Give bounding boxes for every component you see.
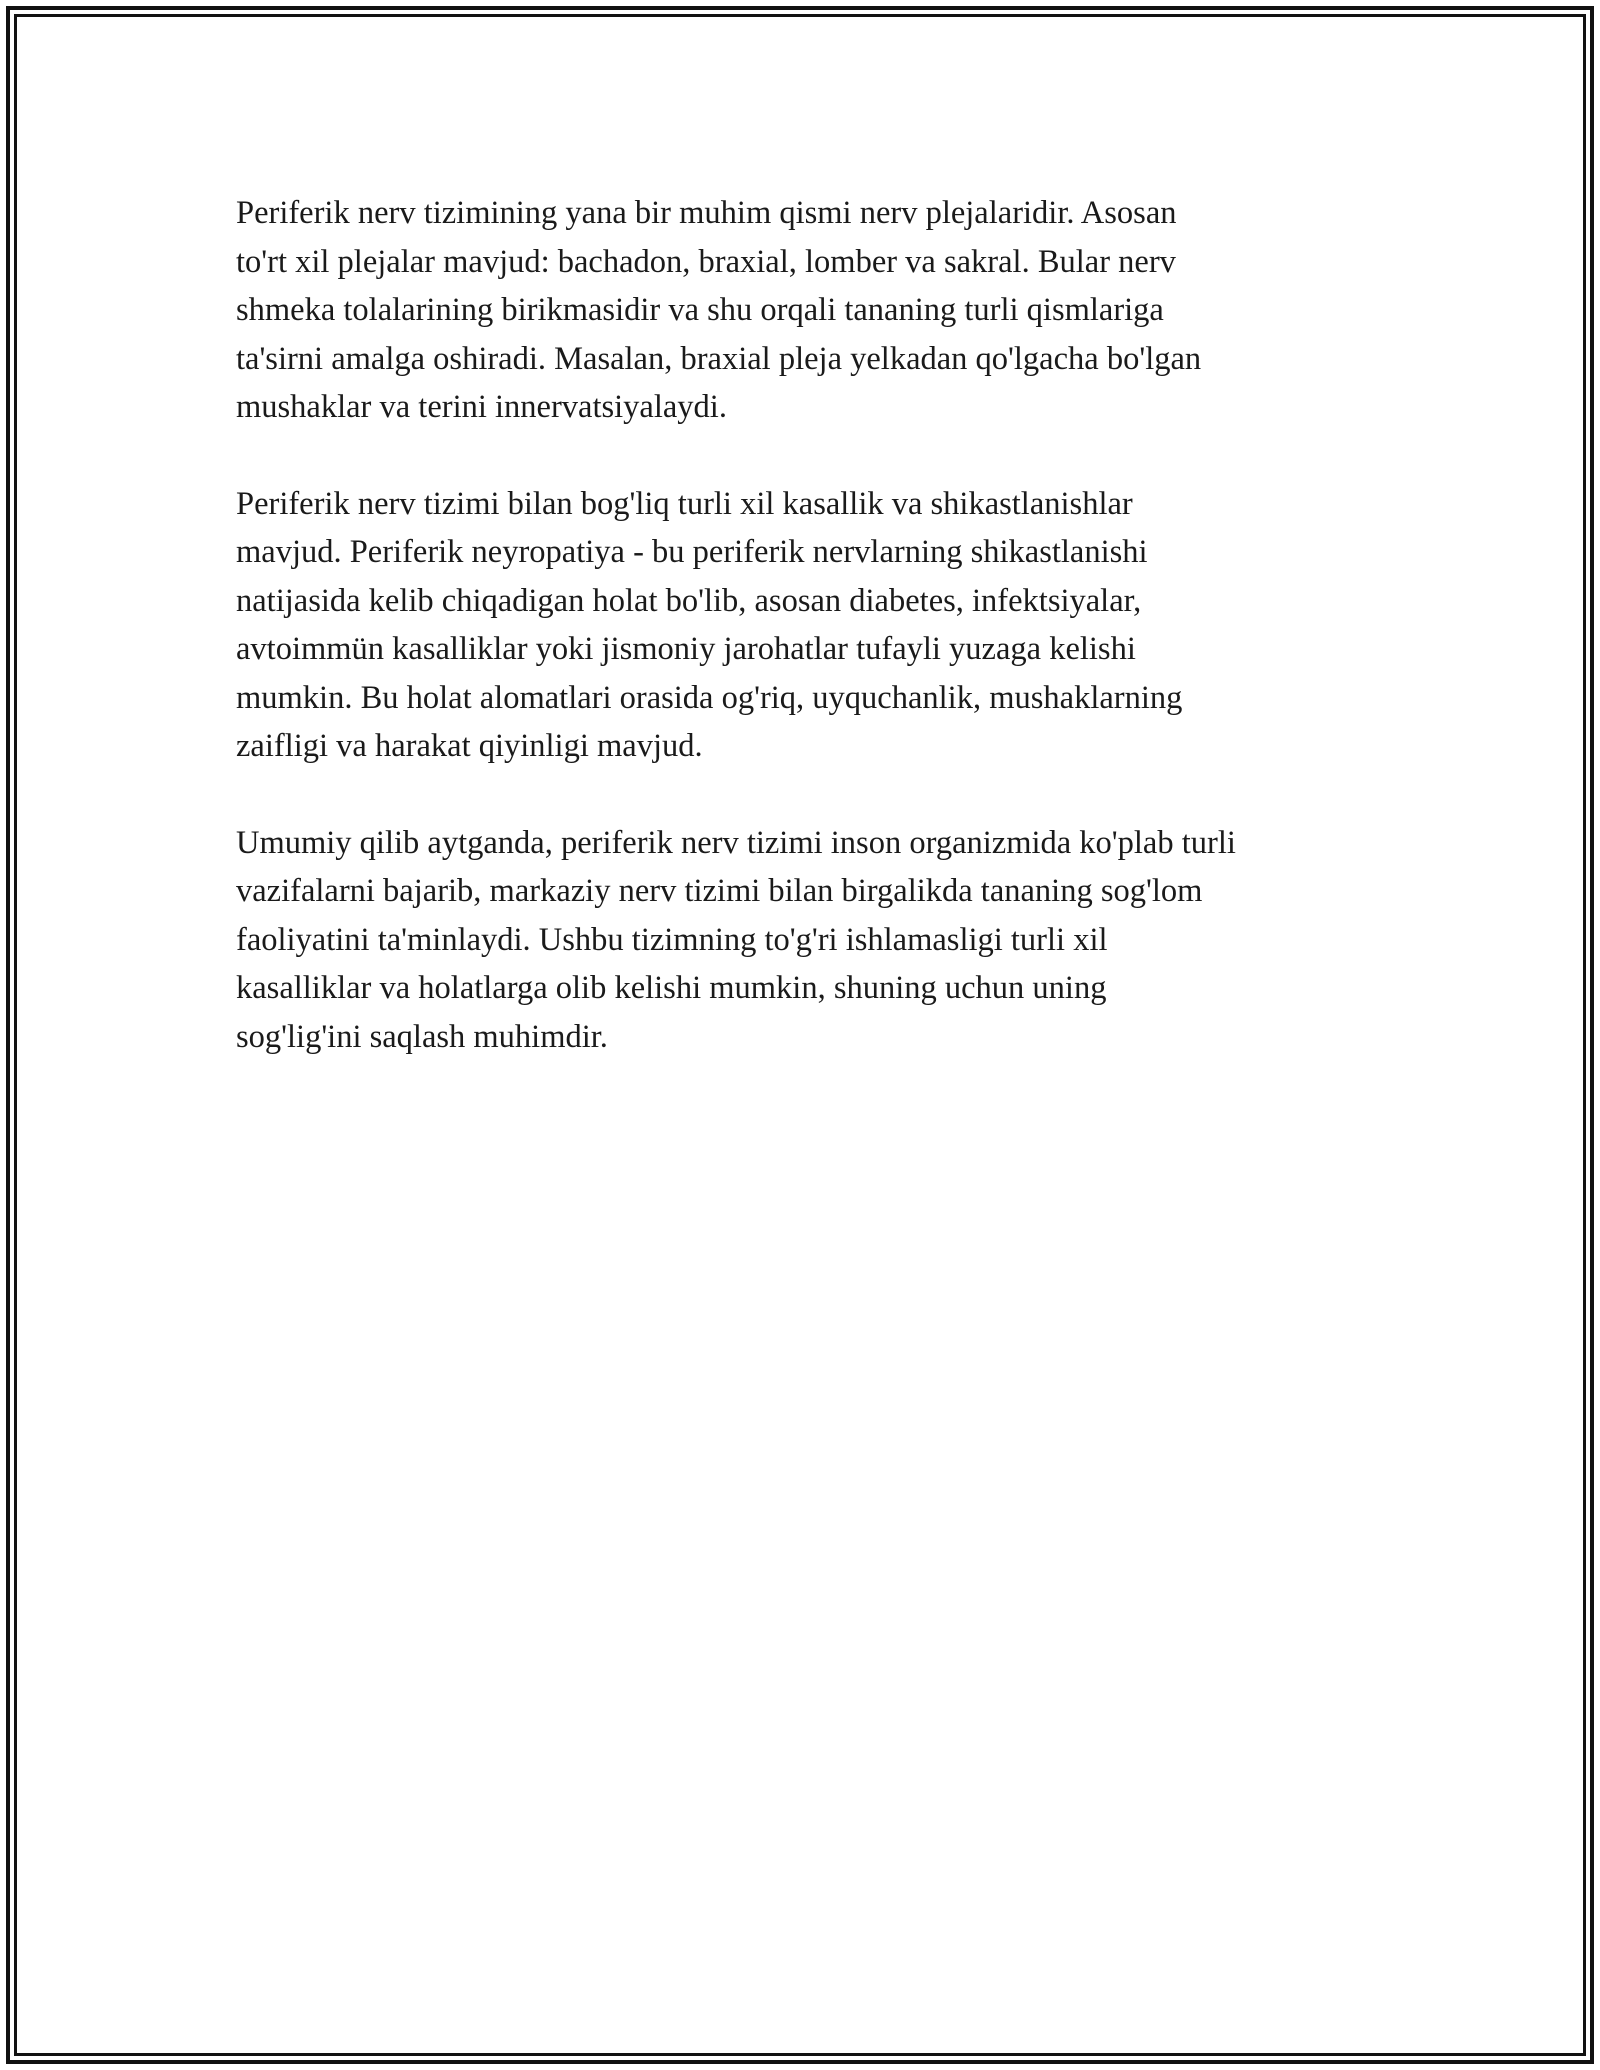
- text-line: mavjud. Periferik neyropatiya - bu periferik nervlarning shikastlanishi: [236, 534, 1148, 570]
- text-line: zaifligi va harakat qiyinligi mavjud.: [236, 728, 703, 764]
- text-line: sog'lig'ini saqlash muhimdir.: [236, 1018, 608, 1055]
- paragraph-3: [236, 819, 1376, 1062]
- paragraph-1: [236, 189, 1376, 432]
- text-line: Periferik nerv tizimi bilan bog'liq turli xil kasallik va shikastlanishlar: [236, 485, 1133, 522]
- paragraph-2: [236, 480, 1376, 771]
- text-line: mushaklar va terini innervatsiyalaydi.: [236, 389, 727, 425]
- text-line: Periferik nerv tizimining yana bir muhim qismi nerv plejalaridir. Asosan: [236, 195, 1177, 231]
- text-line: kasalliklar va holatlarga olib kelishi mumkin, shuning uchun uning: [236, 970, 1107, 1006]
- text-line: Umumiy qilib aytganda, periferik nerv tizimi inson organizmida ko'plab turli: [236, 824, 1236, 861]
- text-line: to'rt xil plejalar mavjud: bachadon, braxial, lomber va sakral. Bular nerv: [236, 243, 1176, 280]
- text-line: faoliyatini ta'minlaydi. Ushbu tizimning to'g'ri ishlamasligi turli xil: [236, 921, 1108, 958]
- document-body: [236, 189, 1376, 1109]
- text-line: mumkin. Bu holat alomatlari orasida og'riq, uyquchanlik, mushaklarning: [236, 679, 1183, 716]
- text-line: shmeka tolalarining birikmasidir va shu orqali tananing turli qismlariga: [236, 292, 1164, 328]
- text-line: avtoimmün kasalliklar yoki jismoniy jarohatlar tufayli yuzaga kelishi: [236, 631, 1136, 667]
- text-line: natijasida kelib chiqadigan holat bo'lib, asosan diabetes, infektsiyalar,: [236, 582, 1142, 619]
- text-line: vazifalarni bajarib, markaziy nerv tizimi bilan birgalikda tananing sog'lom: [236, 873, 1203, 909]
- text-line: ta'sirni amalga oshiradi. Masalan, braxial pleja yelkadan qo'lgacha bo'lgan: [236, 340, 1202, 377]
